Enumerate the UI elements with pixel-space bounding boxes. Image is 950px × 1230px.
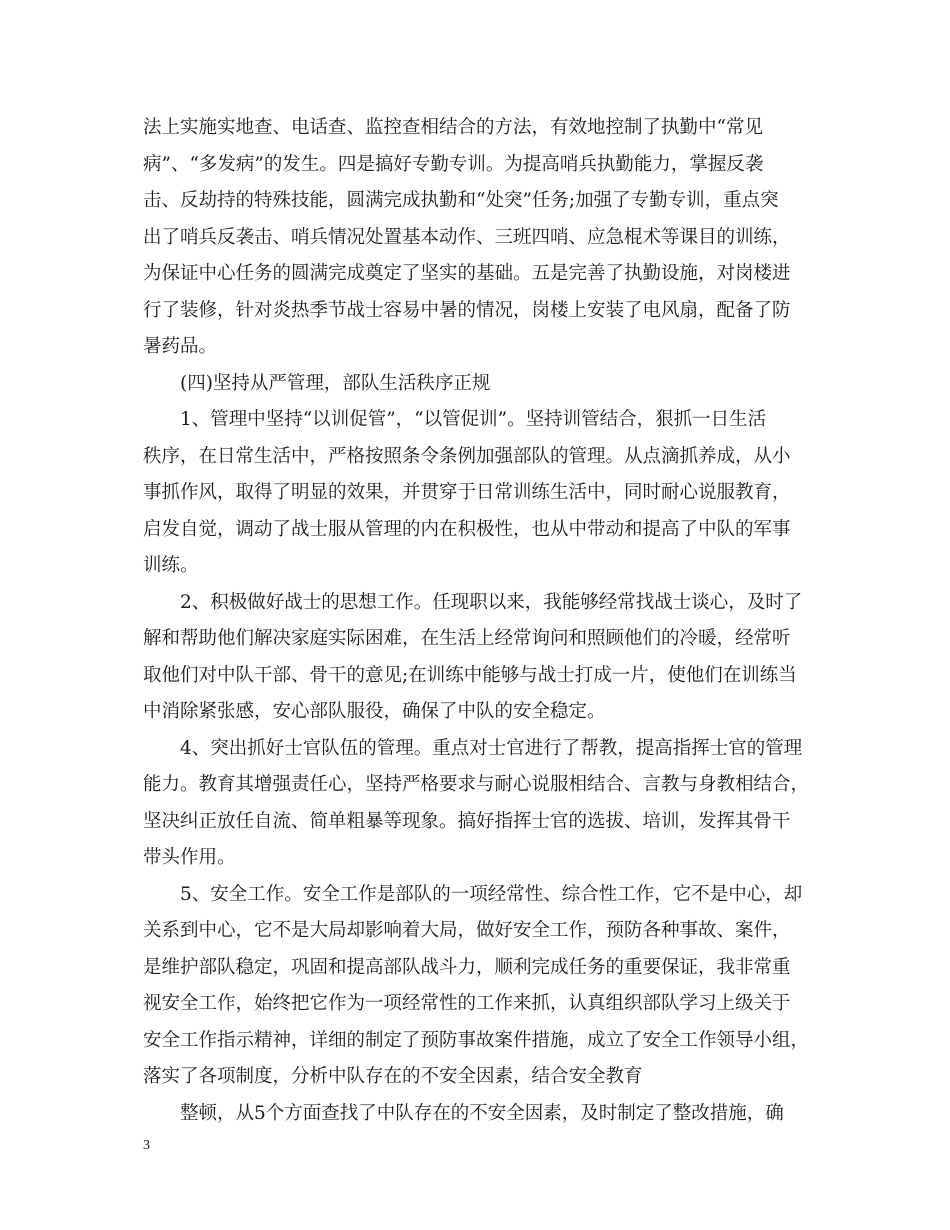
body-text: [143, 110, 813, 1132]
text-line: 安全工作指示精神，详细的制定了预防事故案件措施，成立了安全工作领导小组，: [143, 1029, 810, 1051]
text-line: 能力。教育其增强责任心，坚持严格要求与耐心说服相结合、言教与身教相结合，: [143, 774, 810, 795]
text-line: 是维护部队稳定，巩固和提高部队战斗力，顺利完成任务的重要保证，我非常重: [143, 956, 791, 978]
page-number: 3: [143, 1138, 150, 1153]
text-line: 为保证中心任务的圆满完成奠定了坚实的基础。五是完善了执勤设施，对岗楼进: [143, 263, 791, 284]
text-line: 坚决纠正放任自流、简单粗暴等现象。搞好指挥士官的选拔、培训，发挥其骨干: [143, 810, 791, 832]
text-line: 事抓作风，取得了明显的效果，并贯穿于日常训练生活中，同时耐心说服教育，: [143, 482, 791, 503]
text-line: 中消除紧张感，安心部队服役，确保了中队的安全稳定。: [143, 701, 606, 722]
text-line: 解和帮助他们解决家庭实际困难，在生活上经常询问和照顾他们的冷暖，经常听: [143, 628, 791, 649]
text-line: (四)坚持从严管理，部队生活秩序正规: [180, 372, 491, 394]
text-line: 带头作用。: [143, 847, 236, 868]
text-line: 击、反劫持的特殊技能，圆满完成执勤和“处突”任务;加强了专勤专训，重点突: [143, 190, 779, 211]
text-line: 视安全工作，始终把它作为一项经常性的工作来抓，认真组织部队学习上级关于: [143, 993, 791, 1014]
text-line: 秩序，在日常生活中，严格按照条令条例加强部队的管理。从点滴抓养成，从小: [143, 445, 791, 467]
text-line: 出了哨兵反袭击、哨兵情况处置基本动作、三班四哨、应急棍术等课目的训练，: [143, 226, 791, 248]
text-line: 1、管理中坚持“以训促管”，“以管促训”。坚持训管结合，狠抓一日生活: [180, 409, 767, 430]
text-line: 病”、“多发病”的发生。四是搞好专勤专训。为提高哨兵执勤能力，掌握反袭: [143, 153, 764, 175]
text-line: 行了装修，针对炎热季节战士容易中暑的情况，岗楼上安装了电风扇，配备了防: [143, 299, 791, 321]
text-line: 暑药品。: [143, 336, 218, 357]
text-line: 法上实施实地查、电话查、监控查相结合的方法，有效地控制了执勤中“常见: [143, 117, 763, 138]
text-line: 5、安全工作。安全工作是部队的一项经常性、综合性工作，它不是中心，却: [180, 883, 803, 905]
text-line: 落实了各项制度，分析中队存在的不安全因素，结合安全教育: [143, 1066, 643, 1087]
text-line: 2、积极做好战士的思想工作。任现职以来，我能够经常找战士谈心，及时了: [180, 591, 803, 613]
text-line: 启发自觉，调动了战士服从管理的内在积极性，也从中带动和提高了中队的军事: [143, 518, 791, 540]
text-line: 4、突出抓好士官队伍的管理。重点对士官进行了帮教，提高指挥士官的管理: [180, 737, 803, 759]
text-line: 取他们对中队干部、骨干的意见;在训练中能够与战士打成一片，使他们在训练当: [143, 664, 797, 686]
text-line: 整顿，从5个方面查找了中队存在的不安全因素，及时制定了整改措施，确: [180, 1102, 784, 1124]
text-line: 训练。: [143, 555, 199, 576]
text-line: 关系到中心，它不是大局却影响着大局，做好安全工作，预防各种事故、案件，: [143, 920, 791, 941]
